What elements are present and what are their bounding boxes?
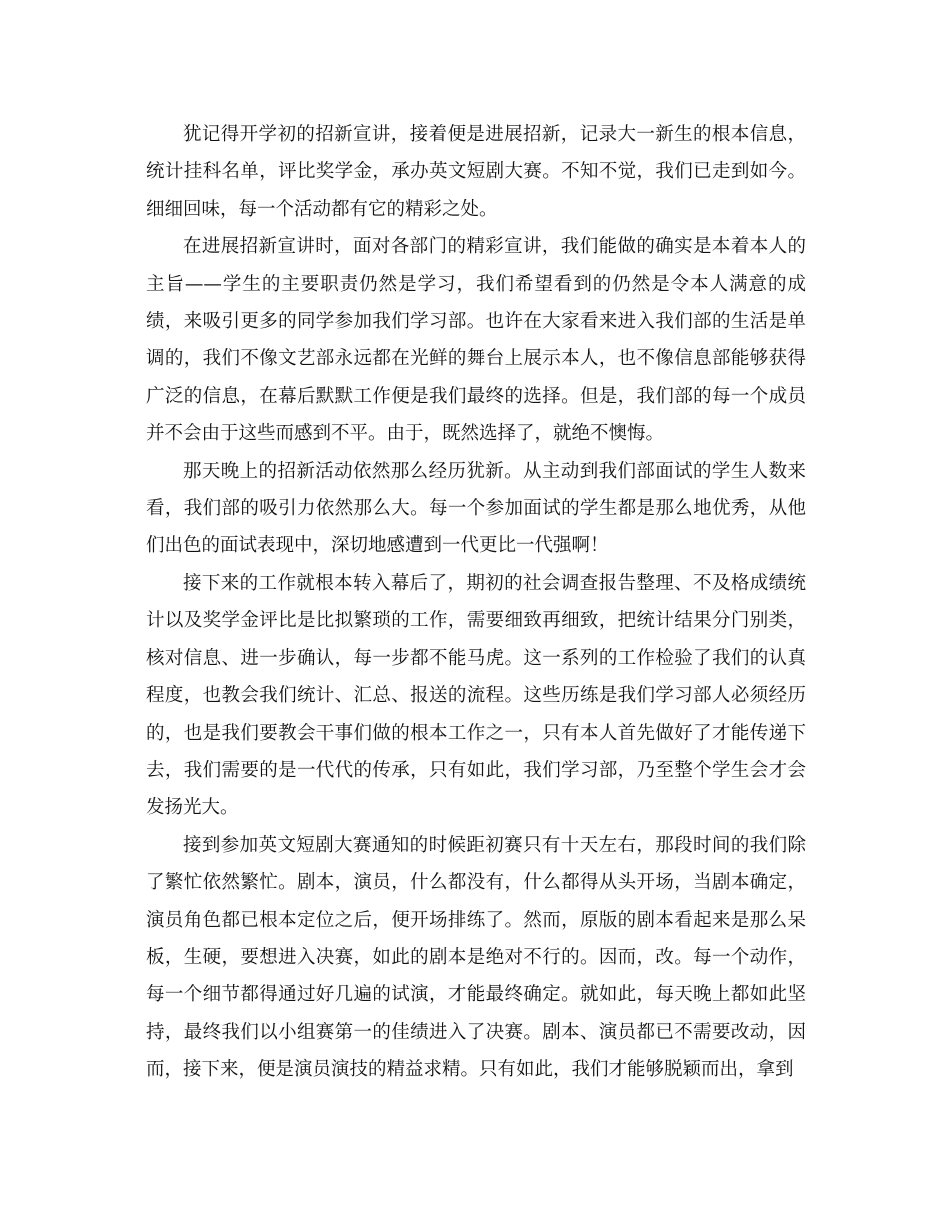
paragraph-4: 接下来的工作就根本转入幕后了，期初的社会调查报告整理、不及格成绩统计以及奖学金评比是比拟繁琐的工作，需要细致再细致，把统计结果分门别类，核对信息、进一步确认，每一步都不能马虎。这一系列的工作检验了我们的认真程度，也教会我们统计、汇总、报送的流程。这些历练是我们学习部人必须经历的，也是我们要教会干事们做的根本工作之一，只有本人首先做好了才能传递下去，我们需要的是一代代的传承，只有如此，我们学习部，乃至整个学生会才会发扬光大。 (146, 572, 806, 819)
paragraph-2: 在进展招新宣讲时，面对各部门的精彩宣讲，我们能做的确实是本着本人的主旨——学生的主要职责仍然是学习，我们希望看到的仍然是令本人满意的成绩，来吸引更多的同学参加我们学习部。也许在大家看来进入我们部的生活是单调的，我们不像文艺部永远都在光鲜的舞台上展示本人，也不像信息部能够获得广泛的信息，在幕后默默工作便是我们最终的选择。但是，我们部的每一个成员并不会由于这些而感到不平。由于，既然选择了，就绝不懊悔。 (146, 236, 806, 445)
paragraph-1: 犹记得开学初的招新宣讲，接着便是进展招新，记录大一新生的根本信息，统计挂科名单，评比奖学金，承办英文短剧大赛。不知不觉，我们已走到如今。细细回味，每一个活动都有它的精彩之处。 (146, 124, 806, 220)
paragraph-5: 接到参加英文短剧大赛通知的时候距初赛只有十天左右，那段时间的我们除了繁忙依然繁忙。剧本，演员，什么都没有，什么都得从头开场，当剧本确定，演员角色都已根本定位之后，便开场排练了。然而，原版的剧本看起来是那么呆板，生硬，要想进入决赛，如此的剧本是绝对不行的。因而，改。每一个动作，每一个细节都得通过好几遍的试演，才能最终确定。就如此，每天晚上都如此坚持，最终我们以小组赛第一的佳绩进入了决赛。剧本、演员都已不需要改动，因而，接下来，便是演员演技的精益求精。只有如此，我们才能够脱颖而出，拿到 (146, 834, 806, 1081)
document-body (146, 116, 806, 1089)
paragraph-3: 那天晚上的招新活动依然那么经历犹新。从主动到我们部面试的学生人数来看，我们部的吸引力依然那么大。每一个参加面试的学生都是那么地优秀，从他们出色的面试表现中，深切地感遭到一代更比一代强啊！ (146, 460, 806, 557)
